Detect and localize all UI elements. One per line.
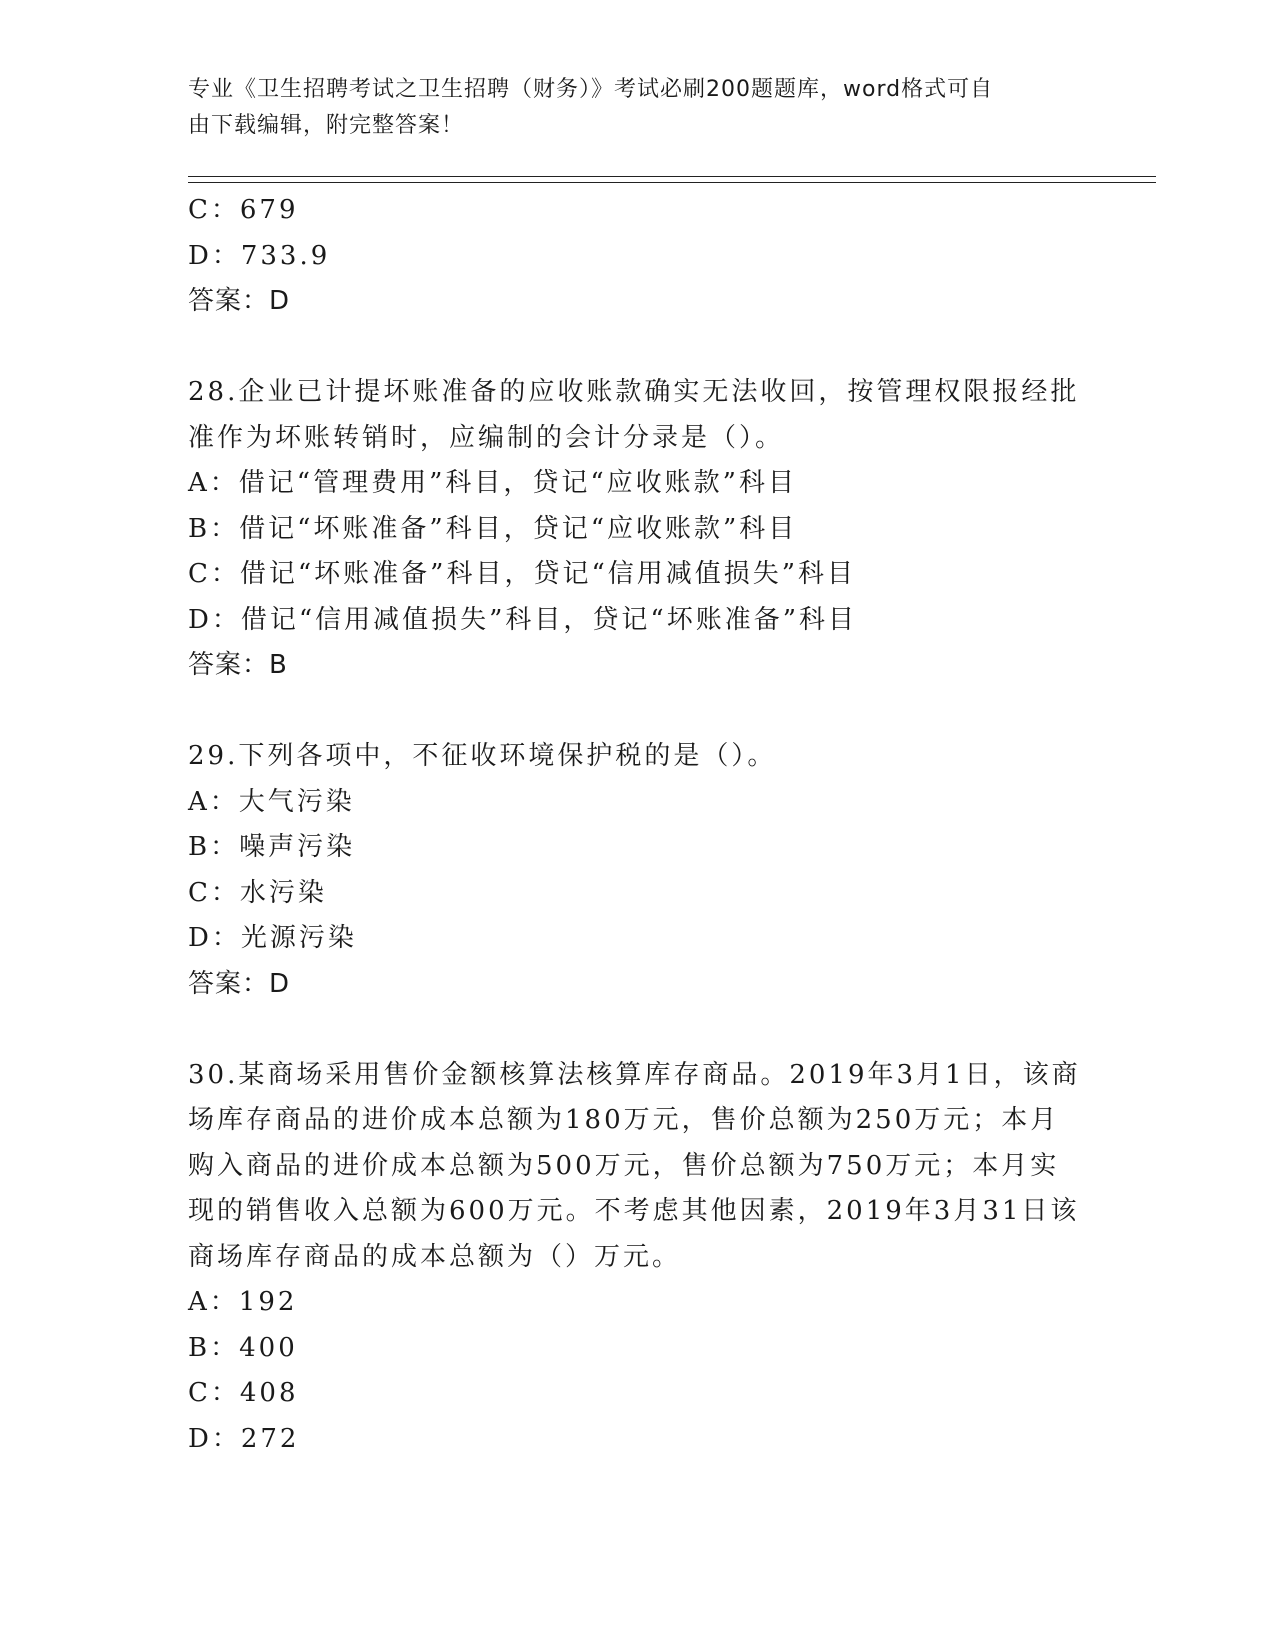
option-c: C：679: [188, 195, 299, 225]
question-29: [188, 734, 1088, 1007]
question-stem-line: 29.下列各项中，不征收环境保护税的是（）。: [188, 741, 777, 771]
question-stem-line: 现的销售收入总额为600万元。不考虑其他因素，2019年3月31日该: [188, 1196, 1080, 1226]
option-c: C：借记“坏账准备”科目，贷记“信用减值损失”科目: [188, 559, 857, 589]
option-a: A：大气污染: [188, 786, 355, 817]
option-c: C：408: [188, 1378, 299, 1408]
question-stem-line: 场库存商品的进价成本总额为180万元，售价总额为250万元；本月: [188, 1105, 1060, 1135]
option-c: C：水污染: [188, 877, 327, 908]
answer-line: 答案：B: [188, 650, 288, 680]
option-d: D：272: [188, 1423, 300, 1454]
option-b: B：借记“坏账准备”科目，贷记“应收账款”科目: [188, 513, 798, 544]
answer-line: 答案：D: [188, 286, 291, 316]
header-divider-top: [188, 176, 1156, 177]
question-28: [188, 370, 1088, 689]
question-stem-line: 28.企业已计提坏账准备的应收账款确实无法收回，按管理权限报经批: [188, 377, 1080, 407]
option-d: D：733.9: [188, 240, 331, 271]
question-27-tail: [188, 188, 1088, 325]
question-stem-line: 30.某商场采用售价金额核算法核算库存商品。2019年3月1日，该商: [188, 1059, 1081, 1090]
question-stem-line: 购入商品的进价成本总额为500万元，售价总额为750万元；本月实: [188, 1150, 1060, 1181]
option-b: B：400: [188, 1332, 298, 1363]
question-stem-line: 准作为坏账转销时，应编制的会计分录是（）。: [188, 422, 785, 453]
question-list: [188, 188, 1088, 1462]
option-a: A：192: [188, 1287, 298, 1317]
header-line-2: 由下载编辑，附完整答案！: [188, 113, 465, 138]
answer-line: 答案：D: [188, 968, 291, 999]
question-30: [188, 1053, 1088, 1463]
document-header: [188, 72, 1088, 144]
option-b: B：噪声污染: [188, 832, 356, 862]
header-divider-bottom: [188, 182, 1156, 183]
option-a: A：借记“管理费用”科目，贷记“应收账款”科目: [188, 468, 797, 498]
option-d: D：光源污染: [188, 923, 357, 953]
question-stem-line: 商场库存商品的成本总额为（）万元。: [188, 1241, 682, 1272]
option-d: D：借记“信用减值损失”科目，贷记“坏账准备”科目: [188, 604, 858, 635]
header-line-1: 专业《卫生招聘考试之卫生招聘（财务）》考试必刷200题题库，word格式可自: [188, 77, 994, 102]
